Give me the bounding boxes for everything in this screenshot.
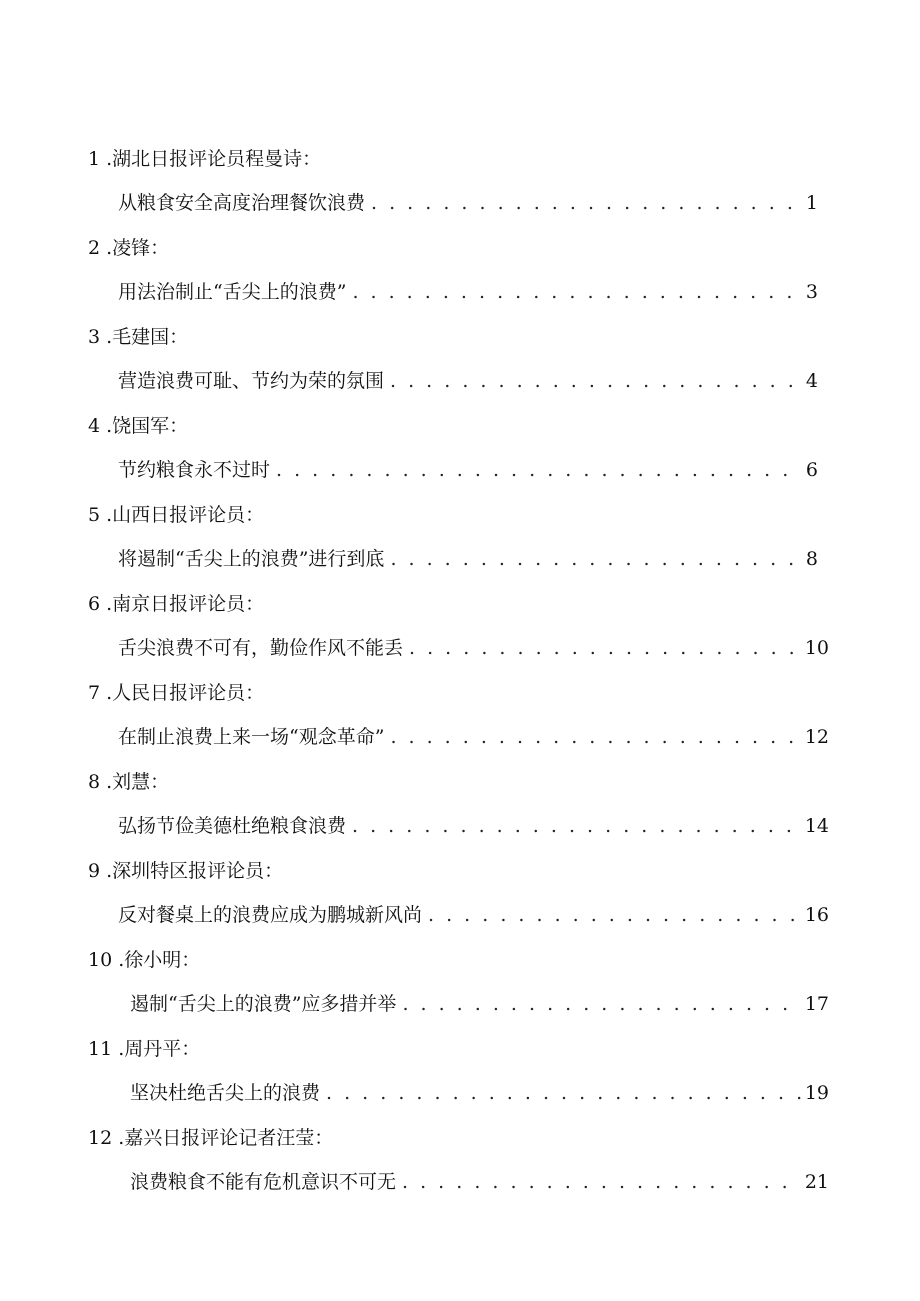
toc-entry-page-number: 3 xyxy=(805,281,818,303)
toc-entry-page-number: 21 xyxy=(804,1171,829,1193)
toc-entry-author: 4 .饶国军： xyxy=(88,415,189,437)
toc-entry-author: 5 .山西日报评论员： xyxy=(88,504,265,526)
dot-leader xyxy=(326,1081,801,1105)
toc-entry-title: 将遏制“舌尖上的浪费”进行到底 xyxy=(118,548,385,570)
toc-entry-link[interactable] xyxy=(130,992,829,1016)
toc-entry-page-number: 8 xyxy=(805,548,818,570)
dot-leader xyxy=(371,191,802,215)
toc-entry-page-number: 10 xyxy=(804,637,829,659)
toc-entry-page-number: 12 xyxy=(804,726,829,748)
toc-entry-link[interactable] xyxy=(118,547,818,571)
toc-entry-title: 舌尖浪费不可有，勤俭作风不能丢 xyxy=(118,637,404,659)
toc-entry-page-number: 16 xyxy=(804,904,829,926)
dot-leader xyxy=(409,636,801,660)
toc-entry-title: 弘扬节俭美德杜绝粮食浪费 xyxy=(118,815,347,837)
toc-entry-title: 在制止浪费上来一场“观念革命” xyxy=(118,726,385,748)
toc-entry-link[interactable] xyxy=(118,814,829,838)
toc-entry-title: 遏制“舌尖上的浪费”应多措并举 xyxy=(130,993,397,1015)
toc-entry-author: 3 .毛建国： xyxy=(88,326,189,348)
dot-leader xyxy=(428,903,801,927)
toc-entry-page-number: 6 xyxy=(805,459,818,481)
toc-entry-title: 用法治制止“舌尖上的浪费” xyxy=(118,281,347,303)
toc-entry-page-number: 19 xyxy=(804,1082,829,1104)
toc-entry-link[interactable] xyxy=(118,191,818,215)
toc-entry-link[interactable] xyxy=(118,280,818,304)
dot-leader xyxy=(402,1170,801,1194)
toc-entry-title: 营造浪费可耻、节约为荣的氛围 xyxy=(118,370,385,392)
toc-entry-author: 8 .刘慧： xyxy=(88,771,170,793)
toc-entry-author: 7 .人民日报评论员： xyxy=(88,682,265,704)
dot-leader xyxy=(402,992,800,1016)
toc-entry-link[interactable] xyxy=(130,1170,829,1194)
toc-entry-author: 12 .嘉兴日报评论记者汪莹： xyxy=(88,1127,334,1149)
toc-entry-link[interactable] xyxy=(118,725,829,749)
toc-entry-page-number: 1 xyxy=(805,192,818,214)
toc-entry-author: 1 .湖北日报评论员程曼诗： xyxy=(88,148,322,170)
toc-entry-title: 反对餐桌上的浪费应成为鹏城新风尚 xyxy=(118,904,423,926)
toc-entry-page-number: 4 xyxy=(805,370,818,392)
toc-entry-title: 坚决杜绝舌尖上的浪费 xyxy=(130,1082,321,1104)
toc-entry-link[interactable] xyxy=(130,1081,829,1105)
dot-leader xyxy=(390,725,800,749)
dot-leader xyxy=(390,547,801,571)
toc-entry-author: 11 .周丹平： xyxy=(88,1038,201,1060)
toc-entry-title: 浪费粮食不能有危机意识不可无 xyxy=(130,1171,397,1193)
toc-entry-page-number: 14 xyxy=(804,815,829,837)
dot-leader xyxy=(390,369,802,393)
toc-entry-author: 10 .徐小明： xyxy=(88,949,201,971)
toc-entry-author: 2 .凌锋： xyxy=(88,237,170,259)
dot-leader xyxy=(276,458,802,482)
toc-entry-link[interactable] xyxy=(118,903,829,927)
toc-entry-link[interactable] xyxy=(118,636,829,660)
toc-entry-page-number: 17 xyxy=(804,993,829,1015)
toc-entry-link[interactable] xyxy=(118,369,818,393)
dot-leader xyxy=(352,814,801,838)
toc-entry-author: 6 .南京日报评论员： xyxy=(88,593,265,615)
dot-leader xyxy=(352,280,801,304)
toc-entry-title: 节约粮食永不过时 xyxy=(118,459,271,481)
toc-entry-title: 从粮食安全高度治理餐饮浪费 xyxy=(118,192,366,214)
toc-entry-author: 9 .深圳特区报评论员： xyxy=(88,860,284,882)
toc-entry-link[interactable] xyxy=(118,458,818,482)
